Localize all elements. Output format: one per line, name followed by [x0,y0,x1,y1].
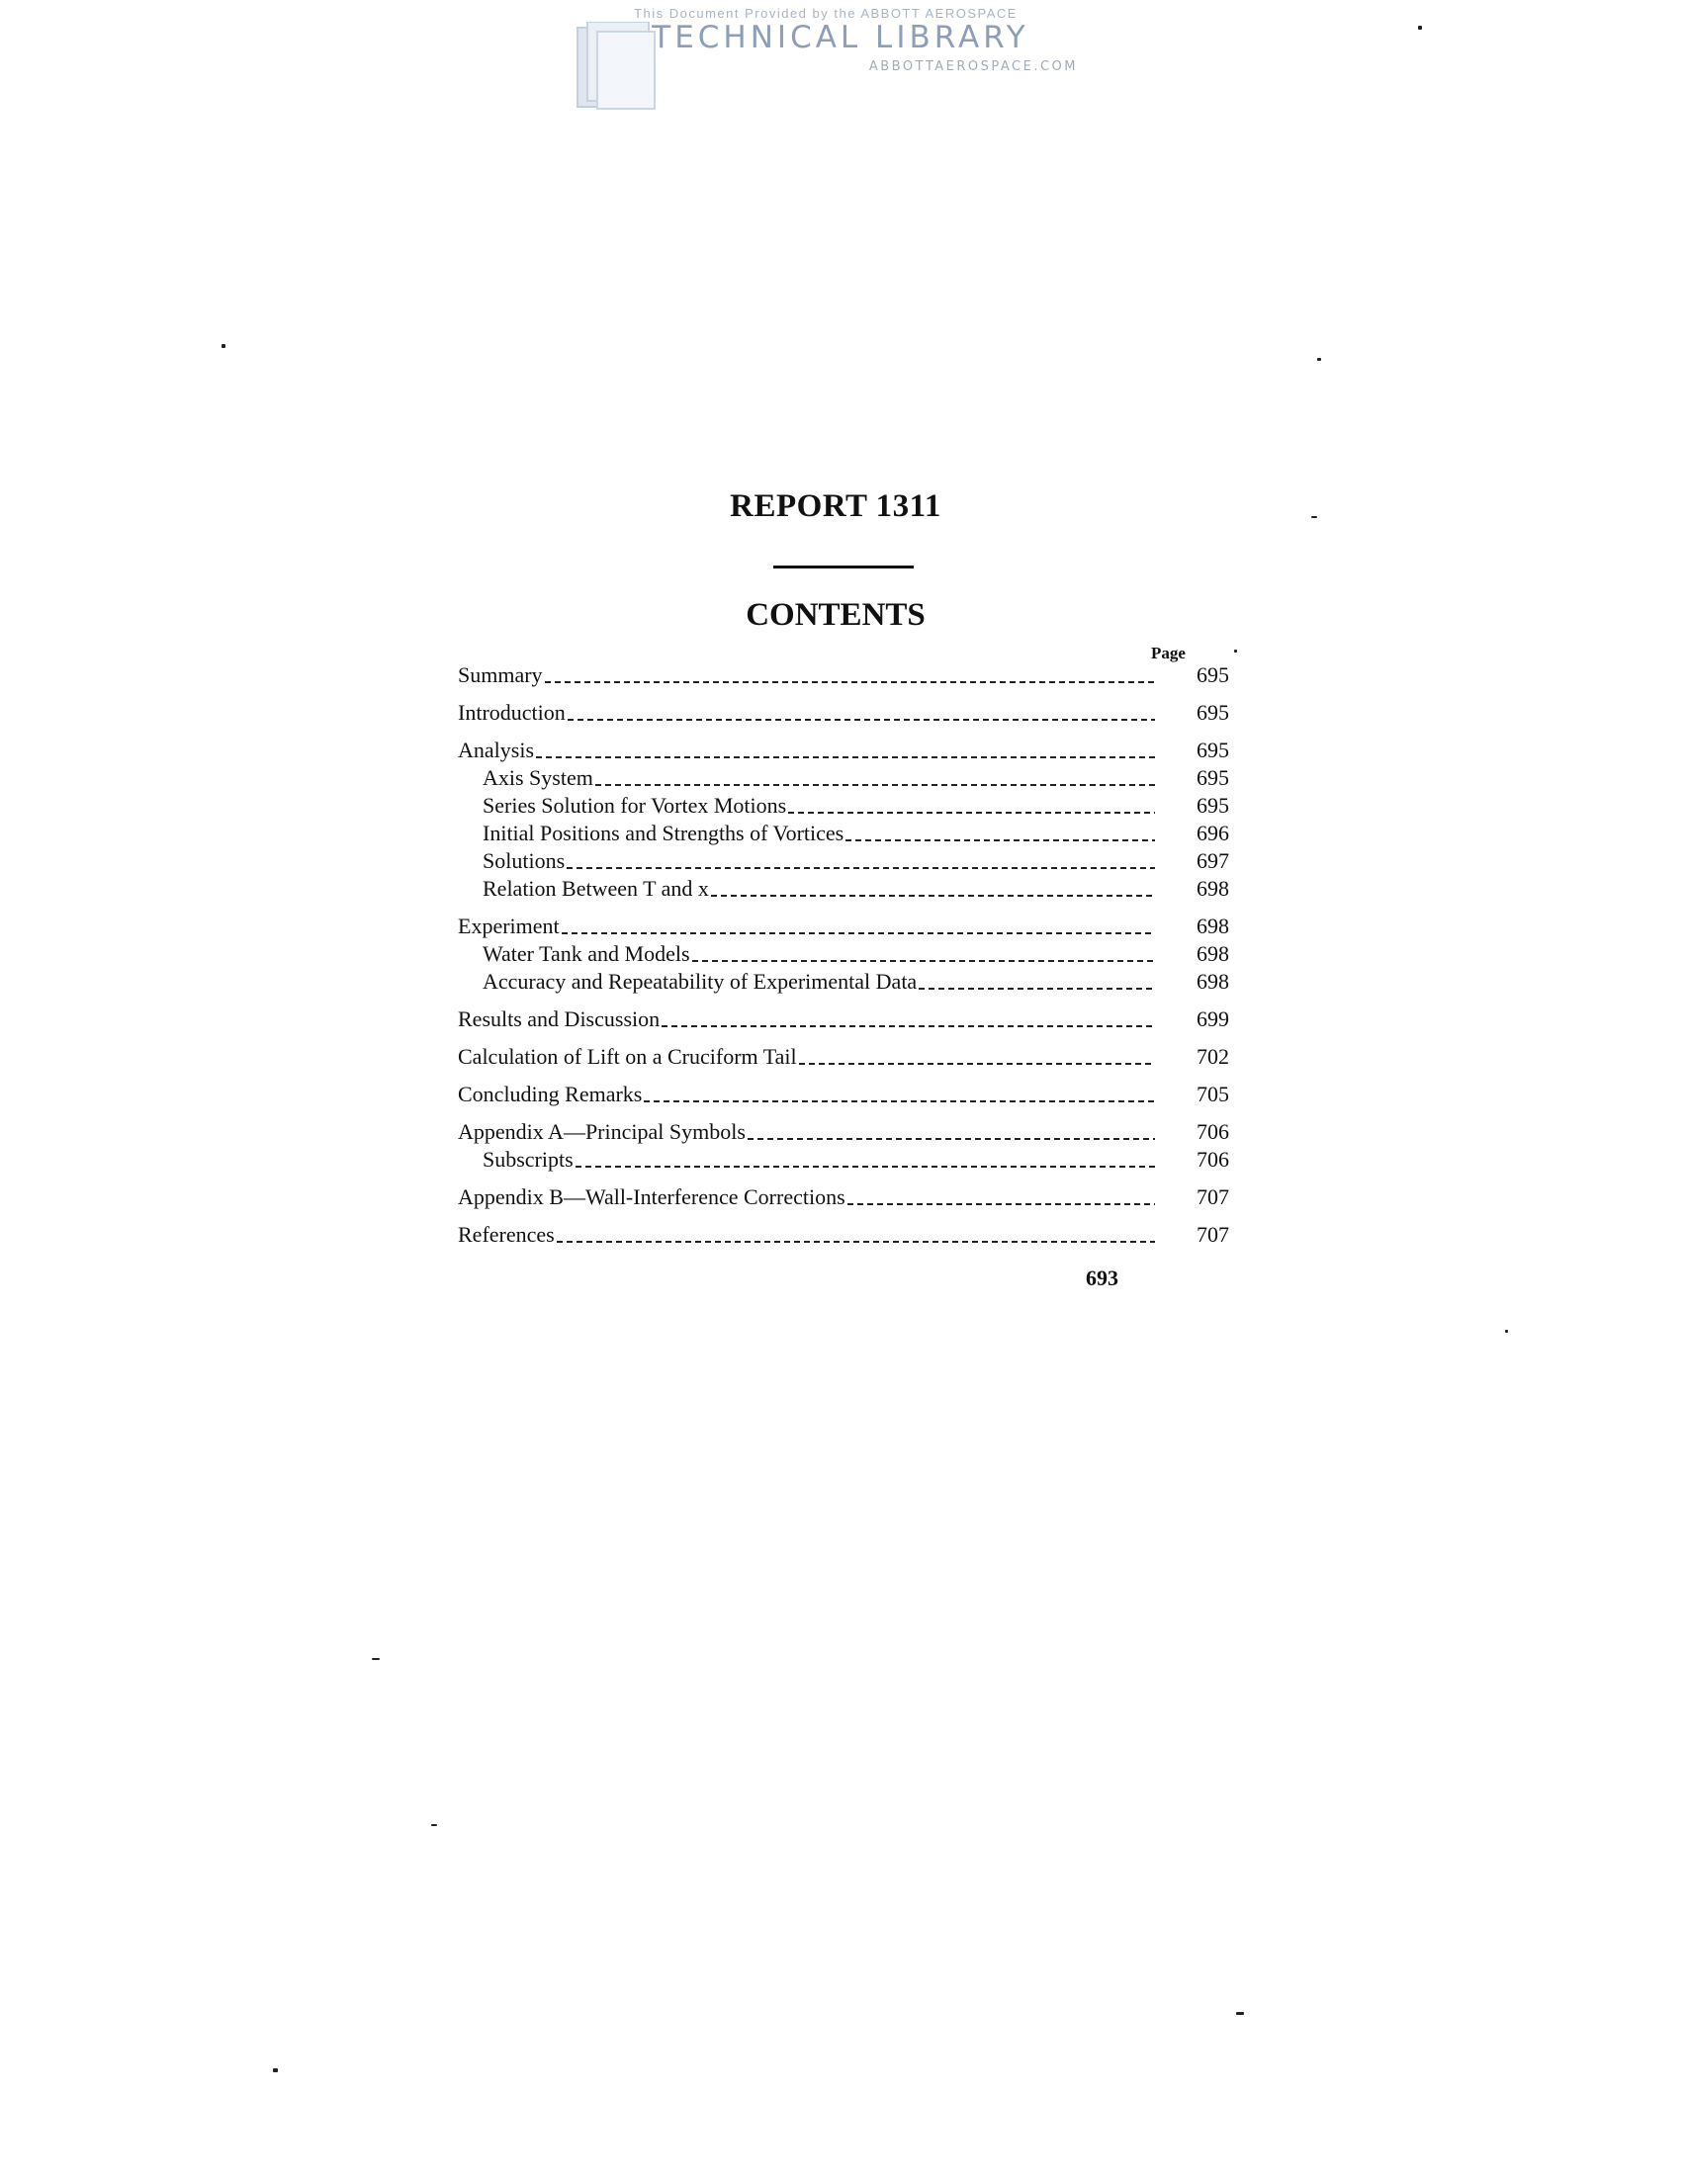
toc-entry [458,1145,1229,1173]
dot-leader [711,895,1155,897]
title-divider [773,566,914,568]
scan-speck [1236,2012,1244,2015]
toc-entry-label: Solutions [483,848,566,873]
dot-leader [567,867,1155,869]
scan-speck [431,1824,437,1826]
toc-entry-label: Analysis [458,738,534,762]
toc-entry-page: 698 [1197,876,1229,901]
toc-entry [458,912,1229,939]
toc-entry-page: 695 [1197,738,1229,762]
dot-leader [644,1100,1155,1102]
toc-entry [458,874,1229,902]
table-of-contents [458,660,1229,1248]
watermark-provided-by: This Document Provided by the ABBOTT AEROSPACE [634,6,1018,21]
dot-leader [919,988,1155,990]
toc-entry-label: Summary [458,662,543,687]
dot-leader [748,1138,1155,1140]
toc-entry [458,939,1229,967]
dot-leader [799,1063,1155,1065]
toc-entry-label: Accuracy and Repeatability of Experimental Data [483,969,918,994]
toc-entry-page: 705 [1197,1082,1229,1106]
toc-entry [458,1042,1229,1070]
toc-entry-page: 697 [1197,848,1229,873]
toc-entry-page: 698 [1197,969,1229,994]
toc-entry-page: 698 [1197,941,1229,966]
toc-entry-label: Axis System [483,765,593,790]
toc-entry [458,846,1229,874]
toc-entry-label: Initial Positions and Strengths of Vortices [483,821,844,845]
toc-entry [458,736,1229,763]
scan-speck [273,2068,278,2072]
toc-entry-label: Calculation of Lift on a Cruciform Tail [458,1044,797,1069]
dot-leader [557,1241,1155,1243]
watermark [554,4,1088,113]
dot-leader [847,1203,1155,1205]
toc-entry-page: 695 [1197,793,1229,818]
dot-leader [562,932,1155,934]
dot-leader [576,1166,1155,1168]
dot-leader [595,784,1155,786]
watermark-technical-library: TECHNICAL LIBRARY [652,20,1029,55]
toc-entry-label: Series Solution for Vortex Motions [483,793,787,818]
toc-entry [458,1117,1229,1145]
toc-entry-label: Water Tank and Models [483,941,690,966]
toc-entry-label: Appendix A—Principal Symbols [458,1119,746,1144]
toc-entry-page: 695 [1197,662,1229,687]
dot-leader [662,1025,1155,1027]
toc-entry-label: Subscripts [483,1147,574,1172]
toc-entry-page: 707 [1197,1222,1229,1247]
toc-entry [458,1220,1229,1248]
report-title: REPORT 1311 [730,488,941,524]
toc-entry-page: 706 [1197,1147,1229,1172]
toc-entry [458,763,1229,791]
page-column-header: Page [1151,644,1186,662]
scan-speck [1505,1330,1508,1333]
toc-entry-page: 699 [1197,1006,1229,1031]
toc-entry-page: 707 [1197,1184,1229,1209]
scan-speck [1311,516,1317,518]
contents-heading: CONTENTS [746,597,926,633]
scan-speck [372,1658,380,1660]
toc-entry-page: 698 [1197,914,1229,938]
scan-speck [1418,26,1422,30]
toc-entry [458,660,1229,688]
toc-entry-page: 695 [1197,765,1229,790]
toc-entry [458,1005,1229,1032]
toc-entry-label: Concluding Remarks [458,1082,643,1106]
toc-entry-label: Results and Discussion [458,1006,661,1031]
dot-leader [568,719,1155,721]
toc-entry-page: 695 [1197,700,1229,725]
scan-speck [222,344,225,348]
toc-entry-label: Experiment [458,914,560,938]
scan-speck [1317,358,1321,361]
toc-entry-label: References [458,1222,555,1247]
dot-leader [788,812,1155,814]
page-number: 693 [1086,1266,1118,1290]
toc-entry [458,1182,1229,1210]
toc-entry-label: Relation Between T and x [483,876,709,901]
toc-entry [458,1080,1229,1107]
toc-entry [458,967,1229,995]
toc-entry-page: 696 [1197,821,1229,845]
dot-leader [545,681,1155,683]
dot-leader [536,756,1155,758]
toc-entry-label: Appendix B—Wall-Interference Corrections [458,1184,845,1209]
toc-entry-page: 702 [1197,1044,1229,1069]
toc-entry-label: Introduction [458,700,566,725]
dot-leader [692,960,1155,962]
toc-entry-page: 706 [1197,1119,1229,1144]
toc-entry [458,791,1229,819]
watermark-website: ABBOTTAEROSPACE.COM [868,59,1078,74]
toc-entry [458,698,1229,726]
toc-entry [458,819,1229,846]
scan-speck [1234,650,1237,653]
dot-leader [845,839,1155,841]
